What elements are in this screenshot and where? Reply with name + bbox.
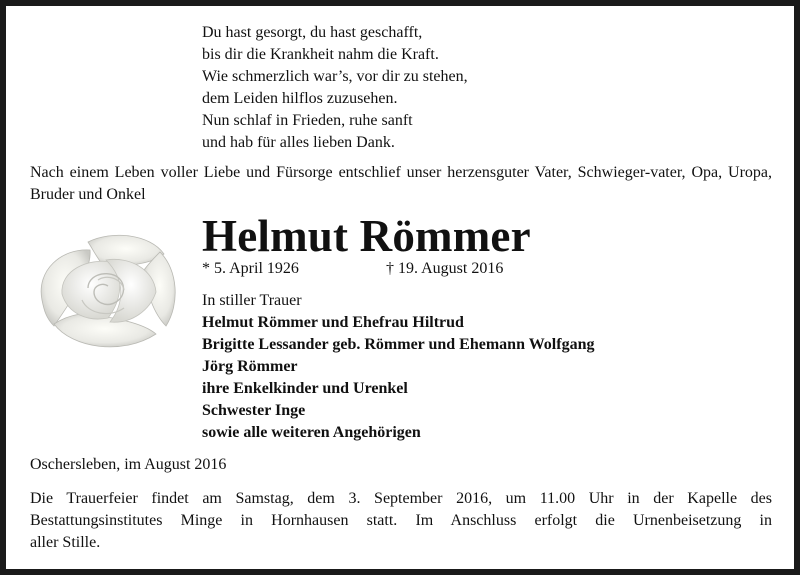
memorial-poem (202, 22, 468, 154)
place-and-date: Oschersleben, im August 2016 (30, 456, 227, 473)
intro-text: Nach einem Leben voller Liebe und Fürsorge entschlief unser herzensguter Vater, Schwieger-vater, Opa, Uropa, Bruder und Onkel (30, 164, 772, 203)
funeral-line: aller Stille. (30, 534, 101, 551)
funeral-line: Bestattungsinstitutes Minge in Hornhausen statt. Im Anschluss erfolgt die Urnenbeisetzung in (30, 512, 772, 529)
birth-date: * 5. April 1926 (202, 260, 299, 277)
mourners-list (202, 290, 594, 444)
obituary-card (6, 6, 794, 569)
mourner-name: Helmut Römmer und Ehefrau Hiltrud (202, 314, 464, 331)
poem-line: bis dir die Krankheit nahm die Kraft. (202, 46, 439, 63)
deceased-name: Helmut Römmer (202, 211, 531, 261)
death-date: † 19. August 2016 (386, 260, 504, 277)
mourners-heading: In stiller Trauer (202, 292, 302, 309)
poem-line: dem Leiden hilflos zuzusehen. (202, 90, 398, 107)
mourner-name: Jörg Römmer (202, 358, 298, 375)
poem-line: und hab für alles lieben Dank. (202, 134, 395, 151)
mourner-name: sowie alle weiteren Angehörigen (202, 424, 421, 441)
mourner-name: ihre Enkelkinder und Urenkel (202, 380, 408, 397)
announcement-intro (30, 162, 772, 206)
poem-line: Du hast gesorgt, du hast geschafft, (202, 24, 423, 41)
mourner-name: Schwester Inge (202, 402, 306, 419)
funeral-line: Die Trauerfeier findet am Samstag, dem 3. September 2016, um 11.00 Uhr in der Kapelle des (30, 490, 772, 507)
mourner-name: Brigitte Lessander geb. Römmer und Ehemann Wolfgang (202, 336, 595, 353)
funeral-notice (30, 488, 772, 554)
poem-line: Wie schmerzlich war’s, vor dir zu stehen, (202, 68, 468, 85)
white-rose-icon (32, 230, 182, 354)
poem-line: Nun schlaf in Frieden, ruhe sanft (202, 112, 413, 129)
